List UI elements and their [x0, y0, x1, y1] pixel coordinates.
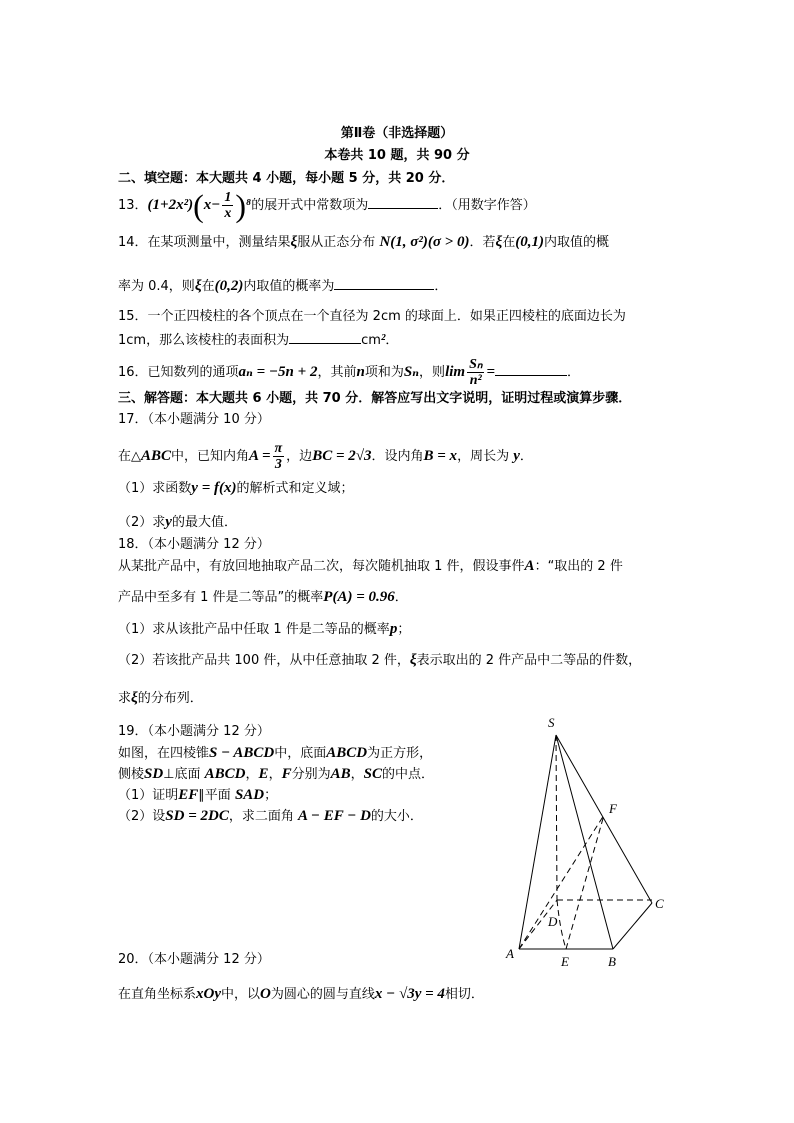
- text: ．: [394, 590, 408, 605]
- math: ξ: [495, 234, 503, 250]
- text: 相切．: [444, 987, 484, 1002]
- text: 内取值的概率为: [243, 279, 335, 294]
- part-title: 第Ⅱ卷（非选择题）: [340, 126, 454, 141]
- answer-blank[interactable]: [495, 361, 567, 376]
- text: 内取值的概: [544, 235, 610, 250]
- math: BC = 2√3: [312, 448, 372, 464]
- text: 分别为: [291, 767, 331, 782]
- math: ⁸: [246, 197, 252, 213]
- math: n: [356, 364, 365, 380]
- text: 产品中至多有 1 件是二等品”的概率: [118, 590, 324, 605]
- label-c: C: [655, 896, 664, 911]
- text: ，: [268, 767, 282, 782]
- paren: (: [193, 187, 204, 224]
- text-line: [118, 536, 270, 554]
- answer-blank[interactable]: [334, 275, 434, 290]
- text: 中，以: [221, 987, 261, 1002]
- math: =: [486, 364, 496, 380]
- pyramid-figure: [500, 712, 670, 972]
- text: 的大小．: [370, 809, 423, 824]
- text: ，边: [286, 449, 313, 464]
- text: 20．（本小题满分 12 分）: [118, 952, 270, 967]
- denominator: x: [224, 206, 232, 221]
- text: 服从正态分布: [297, 235, 380, 250]
- text-line: [118, 786, 277, 805]
- fraction: [467, 357, 484, 388]
- text: 在△: [118, 449, 141, 464]
- math: A − EF − D: [297, 808, 371, 824]
- text: 1cm，那么该棱柱的表面积为: [118, 333, 290, 348]
- text: ∥平面: [198, 788, 235, 803]
- math: B = x: [423, 448, 458, 464]
- text: 14．在某项测量中，测量结果: [118, 235, 291, 250]
- math: SD: [144, 766, 164, 782]
- math: SC: [363, 766, 382, 782]
- text: ，: [245, 767, 259, 782]
- math: SD = 2DC: [165, 808, 229, 824]
- text: （1）求函数: [118, 481, 192, 496]
- math: O: [260, 986, 271, 1002]
- math: AB: [330, 766, 351, 782]
- text: 中，已知内角: [171, 449, 250, 464]
- math: xOy: [196, 986, 222, 1002]
- text: 如图，在四棱锥: [118, 746, 210, 761]
- math: x − √3y = 4: [374, 986, 445, 1002]
- text: 13．: [118, 198, 148, 213]
- numerator: Sₙ: [469, 357, 483, 372]
- math: (1+2x²): [147, 197, 194, 213]
- text: 二、填空题：本大题共 4 小题，每小题 5 分，共 20 分．: [118, 171, 455, 186]
- text: 率为 0.4，则: [118, 279, 195, 294]
- text: （2）求: [118, 515, 166, 530]
- text: 中，底面: [274, 746, 327, 761]
- math: N(1, σ²)(σ > 0): [379, 234, 470, 250]
- text: 17．（本小题满分 10 分）: [118, 412, 270, 427]
- text-line: [118, 390, 631, 408]
- text: （2）若该批产品共 100 件，从中任意抽取 2 件，: [118, 653, 410, 668]
- answer-blank[interactable]: [368, 194, 438, 209]
- label-s: S: [548, 715, 555, 730]
- text: 求: [118, 691, 132, 706]
- text-line: [118, 275, 447, 296]
- math: ABC: [141, 448, 172, 464]
- text-line: [118, 985, 484, 1004]
- math: ξ: [131, 690, 138, 706]
- text: 19．（本小题满分 12 分）: [118, 724, 270, 739]
- math: ξ: [194, 278, 202, 294]
- text-line: [118, 557, 623, 576]
- math: x−: [203, 197, 221, 213]
- text-line: [118, 807, 423, 826]
- math: ABCD: [204, 766, 246, 782]
- math: ABCD: [326, 745, 368, 761]
- text-line: [118, 620, 410, 639]
- text: 的分布列．: [137, 691, 203, 706]
- text-line: [118, 588, 408, 607]
- text: ，求二面角: [228, 809, 298, 824]
- text-line: [118, 689, 203, 708]
- math: A: [524, 558, 535, 574]
- label-d: D: [548, 914, 558, 929]
- math: (0,2): [214, 278, 244, 294]
- text-line: [118, 233, 609, 252]
- text: 的解析式和定义域；: [236, 481, 354, 496]
- text-line: [118, 170, 454, 188]
- text: 的中点．: [382, 767, 435, 782]
- math: aₙ = −5n + 2: [238, 364, 318, 380]
- label-b: B: [608, 954, 616, 969]
- math: ξ: [290, 234, 298, 250]
- text: 在: [502, 235, 516, 250]
- math: ²: [380, 332, 386, 348]
- label-a: A: [506, 946, 514, 961]
- text-line: [118, 744, 432, 763]
- text-line: [118, 513, 237, 532]
- text: ．: [567, 365, 581, 380]
- math: y: [165, 514, 172, 530]
- text-line: [118, 479, 354, 498]
- numerator: 1: [224, 190, 232, 205]
- text: 的展开式中常数项为: [251, 198, 369, 213]
- text: 15．一个正四棱柱的各个顶点在一个直径为 2cm 的球面上．如果正四棱柱的底面边长为: [118, 309, 626, 324]
- text: ：“取出的 2 件: [534, 559, 623, 574]
- text: 表示取出的 2 件产品中二等品的件数，: [416, 653, 642, 668]
- denominator: n²: [469, 373, 482, 388]
- text: ，其前: [317, 365, 357, 380]
- text: 的最大值．: [171, 515, 237, 530]
- label-f: F: [609, 801, 617, 816]
- text-line: [118, 723, 270, 741]
- math: SAD: [234, 787, 265, 803]
- text: ．（用数字作答）: [438, 198, 536, 213]
- text-line: [118, 187, 536, 224]
- text: 16．已知数列的通项: [118, 365, 239, 380]
- denominator: 3: [274, 457, 282, 472]
- text: ；: [264, 788, 278, 803]
- text: 18．（本小题满分 12 分）: [118, 537, 270, 552]
- label-e: E: [561, 954, 569, 969]
- text-line: [118, 329, 398, 350]
- text: ．: [385, 333, 399, 348]
- math: EF: [178, 787, 199, 803]
- text: 为正方形，: [367, 746, 433, 761]
- text: 三、解答题：本大题共 6 小题，共 70 分．解答应写出文字说明，证明过程或演算步骤．: [118, 391, 632, 406]
- math: E: [258, 766, 269, 782]
- math: S − ABCD: [209, 745, 275, 761]
- text: ；: [397, 622, 411, 637]
- math: F: [281, 766, 292, 782]
- text-line: [118, 651, 641, 670]
- text: 为圆心的圆与直线: [270, 987, 375, 1002]
- fraction: [222, 190, 233, 221]
- text-line: [118, 411, 270, 429]
- text: 在: [201, 279, 215, 294]
- text: 在直角坐标系: [118, 987, 197, 1002]
- text: 侧棱: [118, 767, 145, 782]
- math: P(A) = 0.96: [323, 589, 395, 605]
- math: y: [513, 448, 520, 464]
- math: A =: [249, 448, 271, 464]
- text: ．: [434, 279, 448, 294]
- text: 从某批产品中，有放回地抽取产品二次，每次随机抽取 1 件，假设事件: [118, 559, 525, 574]
- numerator: π: [274, 441, 283, 456]
- math: lim: [445, 364, 466, 380]
- part-subtitle: 本卷共 10 题，共 90 分: [324, 148, 470, 163]
- text: （2）设: [118, 809, 166, 824]
- text: ．设内角: [371, 449, 424, 464]
- text: ．: [519, 449, 533, 464]
- math: p: [389, 621, 398, 637]
- text: 项和为: [364, 365, 404, 380]
- text: ．若: [469, 235, 496, 250]
- text-line: [118, 441, 533, 472]
- paren: ): [235, 187, 246, 224]
- text-line: [118, 951, 270, 969]
- text: （1）证明: [118, 788, 179, 803]
- text: ⊥底面: [163, 767, 205, 782]
- answer-blank[interactable]: [289, 329, 361, 344]
- text-line: [118, 357, 580, 388]
- math: y = f(x): [191, 480, 237, 496]
- text: ，则: [419, 365, 446, 380]
- text: （1）求从该批产品中任取 1 件是二等品的概率: [118, 622, 390, 637]
- math: ξ: [409, 652, 417, 668]
- text-line: [118, 765, 434, 784]
- fraction: [273, 441, 285, 472]
- math: (0,1): [515, 234, 544, 250]
- text-line: [118, 308, 626, 326]
- math: Sₙ: [403, 364, 420, 380]
- text: cm: [361, 333, 381, 348]
- text: ，: [350, 767, 364, 782]
- text: ，周长为: [457, 449, 514, 464]
